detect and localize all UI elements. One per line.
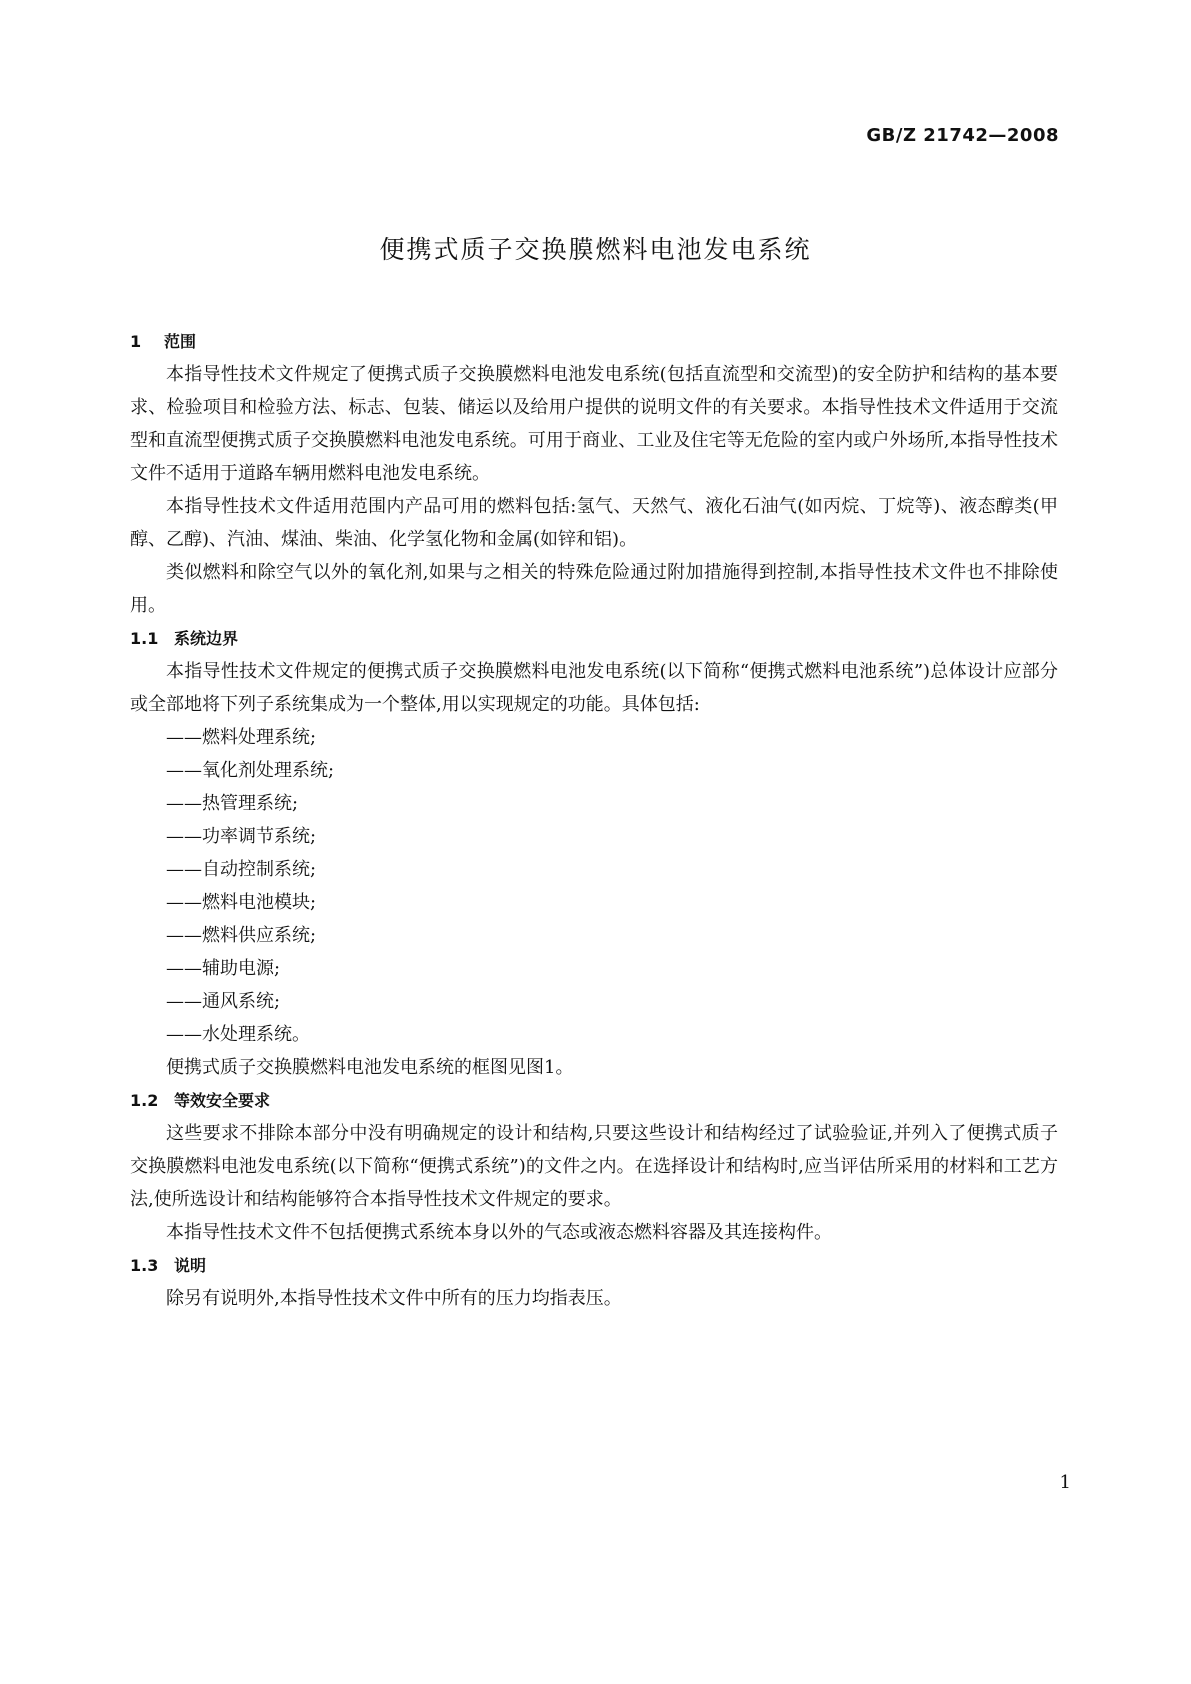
section-1-heading [130,325,1058,358]
list-item-text: 自动控制系统; [202,859,317,880]
section-title: 系统边界 [174,629,239,648]
section-number: 1.2 [130,1091,159,1110]
dash-marker: —— [166,958,202,979]
list-item-text: 辅助电源; [202,958,281,979]
section-title: 范围 [164,332,197,351]
list-item [130,919,1058,952]
dash-marker: —— [166,991,202,1012]
list-item-text: 功率调节系统; [202,826,317,847]
list-item [130,754,1058,787]
paragraph: 本指导性技术文件规定的便携式质子交换膜燃料电池发电系统(以下简称“便携式燃料电池系统”)总体设计应部分或全部地将下列子系统集成为一个整体,用以实现规定的功能。具体包括: [130,661,1058,715]
paragraph: 类似燃料和除空气以外的氧化剂,如果与之相关的特殊危险通过附加措施得到控制,本指导性技术文件也不排除使用。 [130,562,1058,616]
list-item-text: 燃料供应系统; [202,925,317,946]
list-item-text: 水处理系统。 [202,1024,310,1045]
section-title: 说明 [174,1256,207,1275]
standard-number: GB/Z 21742—2008 [866,125,1059,146]
dash-marker: —— [166,1024,202,1045]
section-1-2-heading [130,1084,1058,1117]
list-item-text: 氧化剂处理系统; [202,760,335,781]
dash-marker: —— [166,892,202,913]
section-1-3-heading [130,1249,1058,1282]
dash-marker: —— [166,760,202,781]
document-title: 便携式质子交换膜燃料电池发电系统 [379,235,812,264]
paragraph: 除另有说明外,本指导性技术文件中所有的压力均指表压。 [166,1288,622,1309]
list-item [130,787,1058,820]
dash-marker: —— [166,793,202,814]
page-number: 1 [1059,1472,1071,1493]
list-item [130,985,1058,1018]
list-item [130,886,1058,919]
dash-marker: —— [166,727,202,748]
paragraph: 本指导性技术文件适用范围内产品可用的燃料包括:氢气、天然气、液化石油气(如丙烷、丁烷等)、液态醇类(甲醇、乙醇)、汽油、煤油、柴油、化学氢化物和金属(如锌和铝)。 [130,496,1058,550]
list-item-text: 燃料电池模块; [202,892,317,913]
list-item-text: 热管理系统; [202,793,299,814]
dash-marker: —— [166,859,202,880]
list-item [130,952,1058,985]
dash-marker: —— [166,925,202,946]
section-number: 1.3 [130,1256,159,1275]
list-item-text: 燃料处理系统; [202,727,317,748]
list-item [130,853,1058,886]
list-item [130,721,1058,754]
subsystem-list [130,721,1058,1051]
list-item [130,820,1058,853]
section-title: 等效安全要求 [174,1091,271,1110]
section-number: 1.1 [130,629,159,648]
paragraph: 这些要求不排除本部分中没有明确规定的设计和结构,只要这些设计和结构经过了试验验证,并列入了便携式质子交换膜燃料电池发电系统(以下简称“便携式系统”)的文件之内。在选择设计和结构时,应当评估所采用的材料和工艺方法,使所选设计和结构能够符合本指导性技术文件规定的要求。 [130,1123,1058,1210]
list-item-text: 通风系统; [202,991,281,1012]
dash-marker: —— [166,826,202,847]
paragraph: 便携式质子交换膜燃料电池发电系统的框图见图1。 [166,1057,574,1078]
section-1-1-heading [130,622,1058,655]
list-item [130,1018,1058,1051]
document-body [130,325,1058,1315]
paragraph: 本指导性技术文件规定了便携式质子交换膜燃料电池发电系统(包括直流型和交流型)的安全防护和结构的基本要求、检验项目和检验方法、标志、包装、储运以及给用户提供的说明文件的有关要求。本指导性技术文件适用于交流型和直流型便携式质子交换膜燃料电池发电系统。可用于商业、工业及住宅等无危险的室内或户外场所,本指导性技术文件不适用于道路车辆用燃料电池发电系统。 [130,364,1058,484]
paragraph: 本指导性技术文件不包括便携式系统本身以外的气态或液态燃料容器及其连接构件。 [166,1222,832,1243]
section-number: 1 [130,332,142,351]
